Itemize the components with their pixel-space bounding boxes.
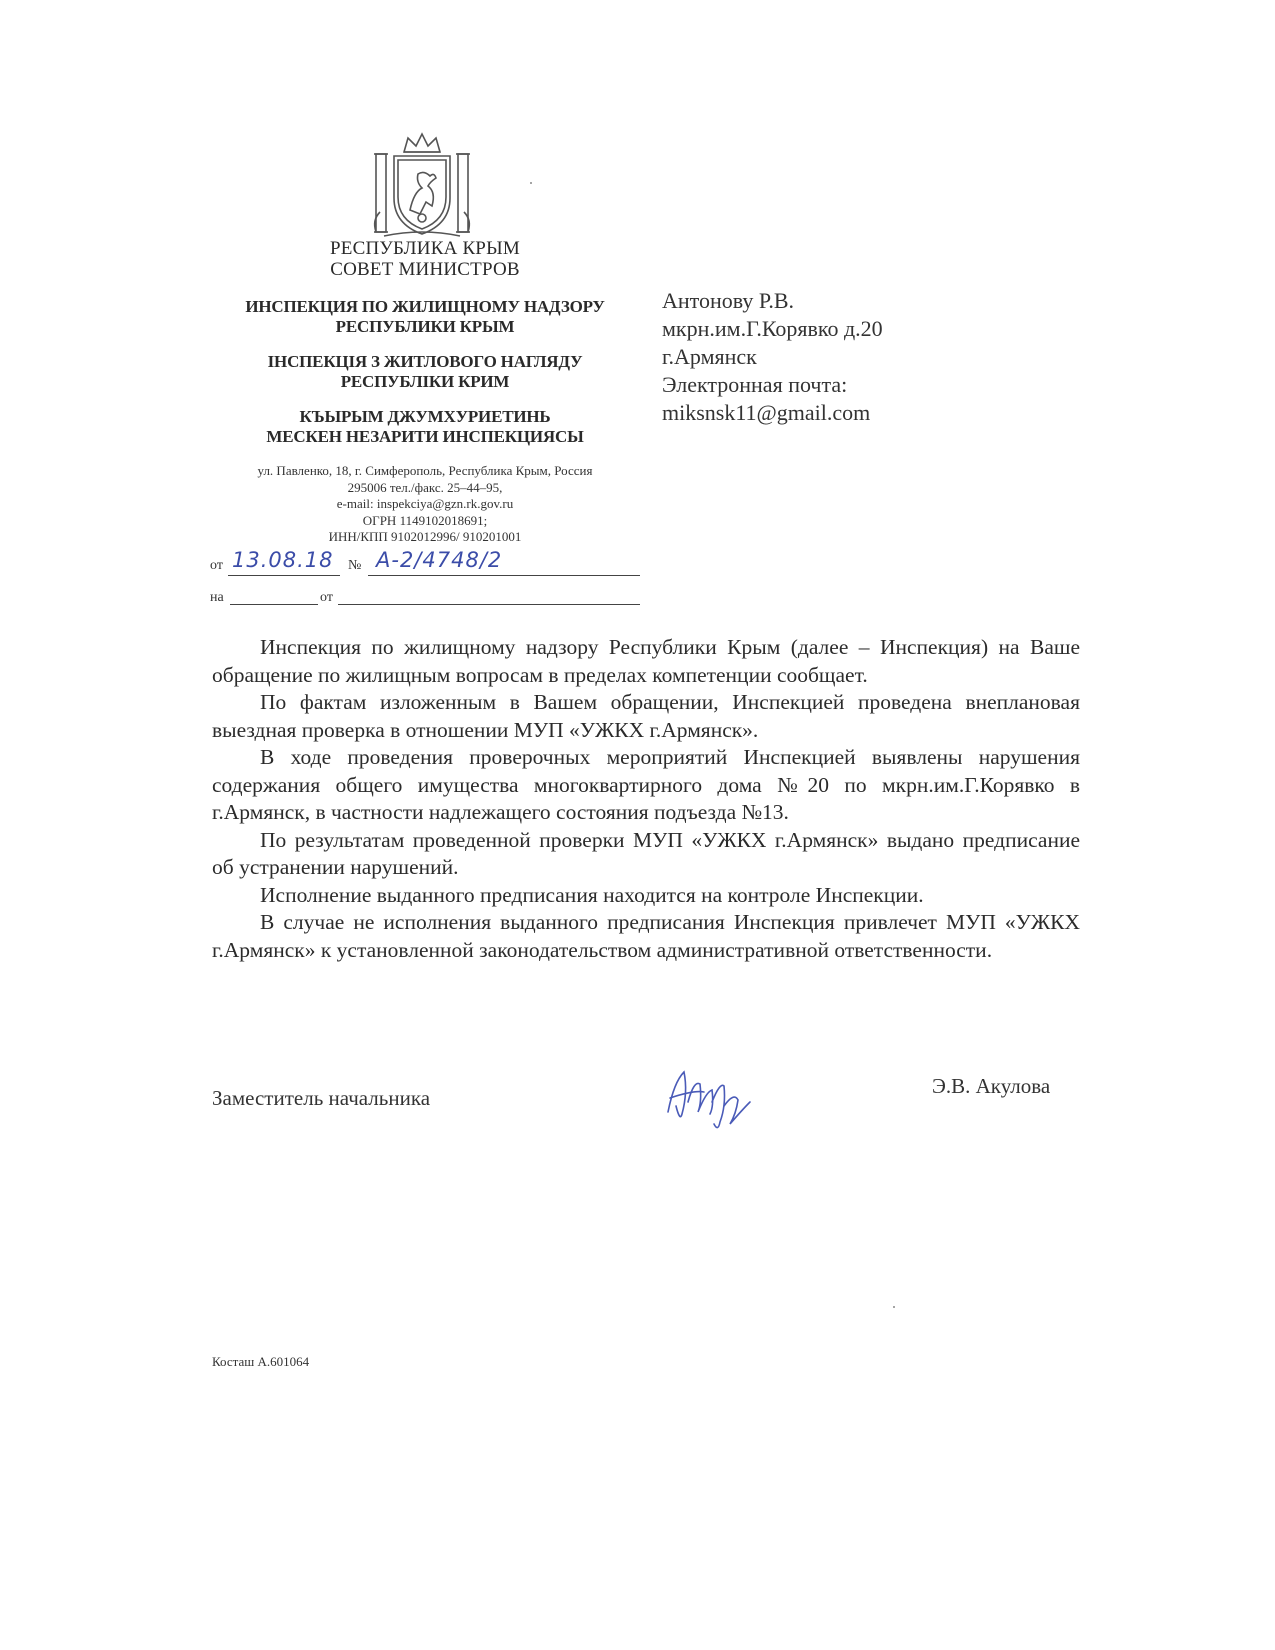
addressee-name: Антонову Р.В.: [662, 288, 795, 313]
org-address: ул. Павленко, 18, г. Симферополь, Республика Крым, Россия: [257, 463, 593, 478]
org-name-crh: [210, 407, 640, 447]
reference-line: [210, 588, 640, 612]
crimea-coat-of-arms-icon: [370, 132, 474, 240]
republic-heading: [210, 238, 640, 280]
org-email: e-mail: inspekciya@gzn.rk.gov.ru: [336, 496, 514, 511]
executor-note: Косташ А.601064: [212, 1354, 310, 1369]
org-name-ru-line1: ИНСПЕКЦИЯ ПО ЖИЛИЩНОМУ НАДЗОРУ: [245, 297, 605, 316]
org-name-ua-line1: ІНСПЕКЦІЯ З ЖИТЛОВОГО НАГЛЯДУ: [267, 352, 583, 371]
org-name-crh-line1: КЪЫРЫМ ДЖУМХУРИЕТИНЬ: [299, 407, 551, 426]
addressee-email: miksnsk11@gmail.com: [662, 400, 871, 425]
handwritten-signature: [654, 1062, 764, 1134]
from2-label: от: [320, 590, 333, 605]
org-inn: ИНН/КПП 9102012996/ 910201001: [328, 529, 522, 544]
signatory-name: Э.В. Акулова: [932, 1074, 1051, 1098]
on-label: на: [210, 590, 224, 605]
addressee-block: [662, 287, 1082, 427]
letter-body: [212, 634, 1080, 964]
number-label: №: [348, 558, 362, 573]
council-name: СОВЕТ МИНИСТРОВ: [330, 259, 520, 280]
org-ogrn: ОГРН 1149102018691;: [362, 512, 488, 528]
body-paragraph: В случае не исполнения выданного предписания Инспекция привлечет МУП «УЖКХ г.Армянск» к установленной законодательством административной ответственности.: [212, 910, 1080, 962]
org-phone: 295006 тел./факс. 25–44–95,: [347, 479, 503, 495]
registration-date: 13.08.18: [232, 548, 334, 572]
addressee-city: г.Армянск: [662, 344, 757, 369]
body-paragraph: По фактам изложенным в Вашем обращении, Инспекцией проведена внеплановая выездная проверка в отношении МУП «УЖКХ г.Армянск».: [212, 690, 1080, 742]
body-paragraph: Инспекция по жилищному надзору Республики Крым (далее – Инспекция) на Ваше обращение по жилищным вопросам в пределах компетенции сообщает.: [212, 635, 1080, 687]
from-label: от: [210, 558, 223, 573]
org-name-ua: [210, 352, 640, 392]
org-name-ru-line2: РЕСПУБЛИКИ КРЫМ: [335, 317, 515, 336]
org-contacts: [210, 463, 640, 546]
registration-number: А-2/4748/2: [376, 548, 503, 572]
scan-speck: [530, 182, 532, 184]
republic-name: РЕСПУБЛИКА КРЫМ: [330, 238, 520, 259]
registration-line: [210, 548, 640, 578]
org-name-ru: [210, 297, 640, 337]
org-name-ua-line2: РЕСПУБЛІКИ КРИМ: [340, 372, 510, 391]
org-name-crh-line2: МЕСКЕН НЕЗАРИТИ ИНСПЕКЦИЯСЫ: [266, 427, 584, 446]
addressee-email-label: Электронная почта:: [662, 372, 848, 397]
body-paragraph: В ходе проведения проверочных мероприятий Инспекцией выявлены нарушения содержания общего имущества многоквартирного дома №20 по мкрн.им.Г.Корявко в г.Армянск, в частности надлежащего состояния подъезда №13.: [212, 745, 1080, 824]
signatory-title: Заместитель начальника: [212, 1086, 431, 1110]
body-paragraph: По результатам проведенной проверки МУП «УЖКХ г.Армянск» выдано предписание об устранении нарушений.: [212, 827, 1080, 879]
body-paragraph: Исполнение выданного предписания находится на контроле Инспекции.: [260, 882, 924, 907]
addressee-street: мкрн.им.Г.Корявко д.20: [662, 316, 883, 341]
scan-speck: [893, 1306, 895, 1308]
